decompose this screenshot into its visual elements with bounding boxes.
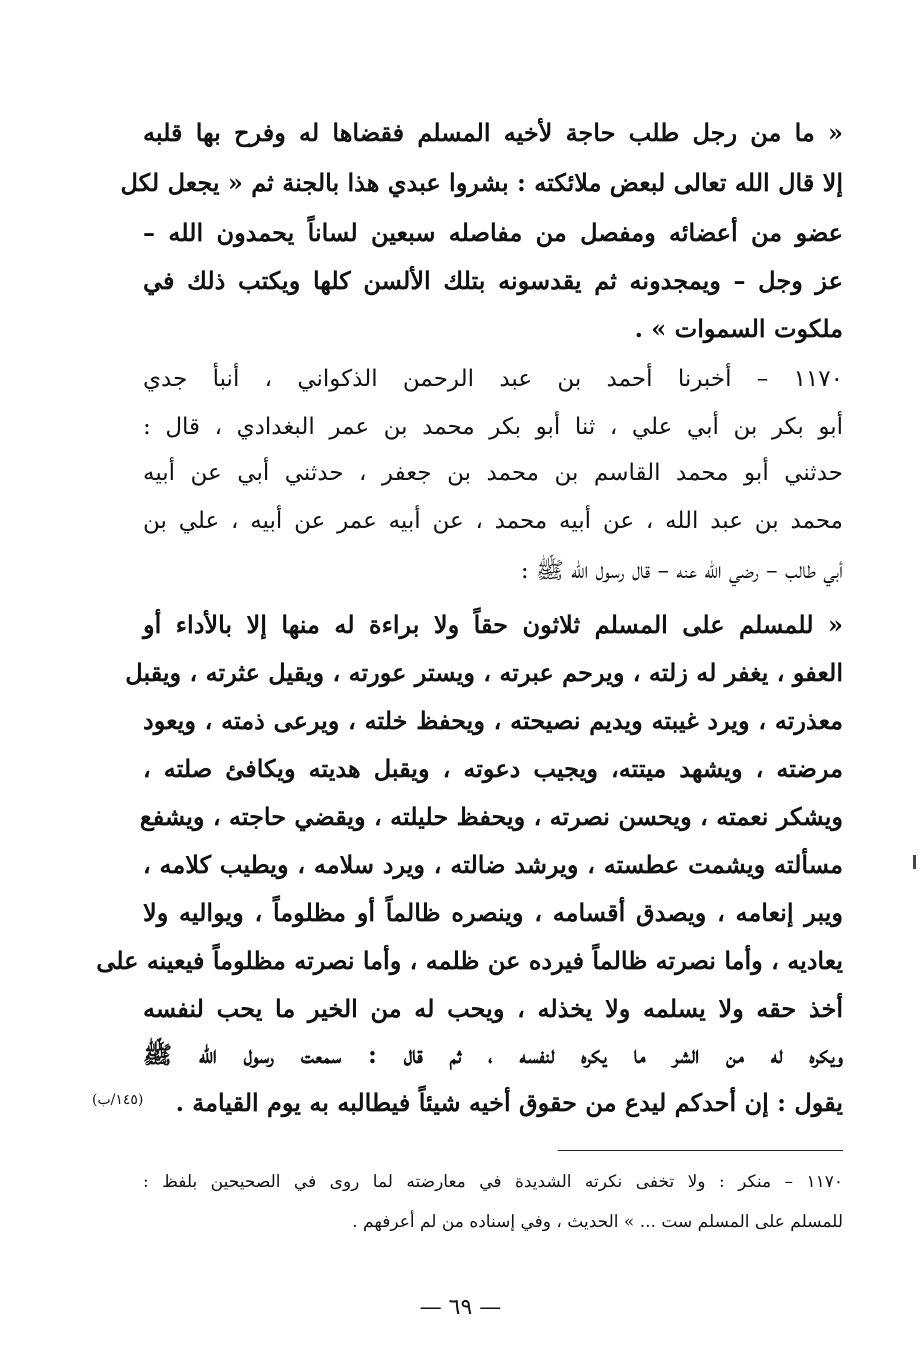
text-line: عضو من أعضائه ومفصل من مفاصله سبعين لساناً يحمدون الله – — [143, 218, 843, 247]
text-line: مرضته ، ويشهد ميتته، ويجيب دعوته ، ويقبل هديته ويكافئ صلته ، — [143, 754, 843, 783]
text-line: ويشكر نعمته ، ويحسن نصرته ، ويحفظ حليلته ، ويقضي حاجته ، ويشفع — [139, 802, 843, 831]
text-line: أبو بكر بن أبي علي ، ثنا أبو بكر محمد بن عمر البغدادي ، قال : — [143, 414, 843, 440]
text-line: ويبر إنعامه ، ويصدق أقسامه ، وينصره ظالماً أو مظلوماً ، ويواليه ولا — [143, 898, 843, 927]
text-line: ويكره له من الشر ما يكره لنفسه ، ثم قال : سمعت رسول الله ﷺ — [143, 1040, 843, 1069]
footnote-divider — [558, 1150, 843, 1151]
text-line: أخذ حقه ولا يسلمه ولا يخذله ، ويحب له من الخير ما يحب لنفسه — [143, 994, 843, 1023]
text-line: مسألته ويشمت عطسته ، ويرشد ضالته ، ويرد سلامه ، ويطيب كلامه ، — [143, 850, 843, 879]
text-line: يعاديه ، وأما نصرته ظالماً فيرده عن ظلمه ، وأما نصرته مظلوماً فيعينه على — [96, 946, 843, 975]
footnote-line: ١١٧٠ – منكر : ولا تخفى نكرته الشديدة في معارضته لما روى في الصحيحين بلفظ : — [143, 1172, 843, 1192]
text-line: « للمسلم على المسلم ثلاثون حقاً ولا براءة له منها إلا بالأداء أو — [143, 610, 843, 639]
folio-marker: (١٤٥/ب) — [92, 1092, 144, 1108]
scan-edge-mark — [913, 855, 916, 869]
text-line: عز وجل – ويمجدونه ثم يقدسونه بتلك الألسن كلها ويكتب ذلك في — [143, 266, 843, 295]
text-line: ١١٧٠ – أخبرنا أحمد بن عبد الرحمن الذكواني ، أنبأ جدي — [143, 366, 843, 392]
footnote-line: للمسلم على المسلم ست ... » الحديث ، وفي إسناده من لم أعرفهم . — [352, 1212, 843, 1232]
text-line: حدثني أبو محمد القاسم بن محمد بن جعفر ، حدثني أبي عن أبيه — [143, 460, 843, 486]
text-line: يقول : إن أحدكم ليدع من حقوق أخيه شيئاً فيطالبه به يوم القيامة . — [175, 1088, 843, 1117]
page-number: — ٦٩ — — [419, 1295, 502, 1320]
text-line: ملكوت السموات » . — [634, 314, 843, 343]
text-line: إلا قال الله تعالى لبعض ملائكته : بشروا عبدي هذا بالجنة ثم « يجعل لكل — [120, 168, 843, 197]
text-line: « ما من رجل طلب حاجة لأخيه المسلم فقضاها له وفرح بها قلبه — [143, 118, 843, 147]
text-line: العفو ، يغفر له زلته ، ويرحم عبرته ، ويستر عورته ، ويقيل عثرته ، ويقبل — [125, 658, 843, 687]
text-line: معذرته ، ويرد غيبته ويديم نصيحته ، ويحفظ خلته ، ويرعى ذمته ، ويعود — [143, 706, 844, 735]
text-line: أبي طالب – رضي الله عنه – قال رسول الله ﷺ : — [520, 558, 843, 584]
text-line: محمد بن عبد الله ، عن أبيه محمد ، عن أبيه عمر عن أبيه ، علي بن — [143, 508, 843, 534]
